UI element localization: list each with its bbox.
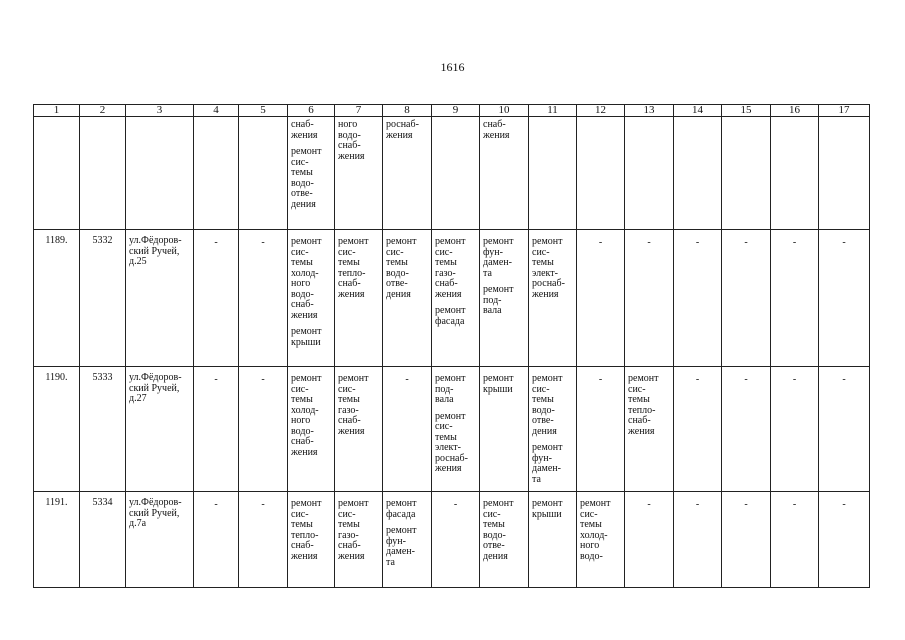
- text-line: снаб-: [338, 278, 361, 289]
- text-line: вала: [435, 394, 454, 405]
- text-line: жения: [338, 425, 365, 437]
- table-cell: [239, 117, 288, 230]
- column-header: 10: [480, 105, 529, 117]
- work-cell: [480, 492, 529, 588]
- text-line: ремонт: [291, 326, 322, 337]
- text-line: темы: [291, 167, 313, 178]
- address-line: д.25: [129, 256, 147, 267]
- text-line: ремонт: [483, 236, 514, 247]
- work-item: [338, 499, 380, 562]
- object-code: 5334: [92, 497, 113, 508]
- text-line: жения: [628, 425, 655, 437]
- text-line: ремонт: [435, 410, 466, 422]
- empty-value-cell: [674, 230, 722, 367]
- text-line: жения: [291, 550, 318, 562]
- dash: -: [792, 499, 797, 510]
- work-cell: [480, 230, 529, 367]
- work-cell: [335, 367, 383, 492]
- empty-value-cell: [674, 367, 722, 492]
- text-line: сис-: [435, 421, 453, 432]
- dash: -: [598, 237, 603, 248]
- page-number: 1616: [440, 60, 465, 74]
- text-line: крыши: [532, 508, 562, 520]
- work-item: [532, 237, 574, 300]
- dash: -: [453, 499, 458, 510]
- text-line: та: [483, 267, 492, 279]
- empty-value-cell: [819, 230, 870, 367]
- work-cell: [335, 492, 383, 588]
- row-number: 1191.: [45, 497, 68, 508]
- address-line: ул.Фёдоров-: [129, 235, 182, 246]
- table-cell: [577, 117, 625, 230]
- text-line: фун-: [386, 535, 406, 547]
- text-line: сис-: [580, 508, 598, 520]
- empty-value-cell: [674, 492, 722, 588]
- column-header: 2: [80, 105, 126, 117]
- text-line: темы: [580, 519, 602, 530]
- text-line: темы: [338, 257, 360, 268]
- text-line: ремонт: [338, 373, 369, 384]
- empty-value-cell: [625, 230, 674, 367]
- work-item: [580, 499, 622, 562]
- table-cell: [722, 117, 771, 230]
- text-line: холод-: [291, 267, 319, 279]
- dash: -: [744, 374, 748, 385]
- text-line: сис-: [386, 246, 404, 258]
- work-item: [386, 120, 429, 141]
- empty-value-cell: [819, 367, 870, 492]
- text-line: газо-: [338, 529, 359, 541]
- column-header: 17: [819, 105, 870, 117]
- address-line: ский Ручей,: [129, 245, 180, 257]
- text-line: водо-: [338, 129, 361, 141]
- text-line: темы: [338, 519, 360, 530]
- table-cell: [771, 117, 819, 230]
- text-line: сис-: [291, 246, 309, 258]
- text-line: сис-: [291, 156, 309, 168]
- column-header: 14: [674, 105, 722, 117]
- work-item: [338, 374, 380, 437]
- text-line: ремонт: [338, 498, 369, 509]
- dash: -: [598, 374, 603, 385]
- text-line: дения: [532, 425, 557, 437]
- text-line: водо-: [483, 529, 506, 541]
- text-line: темы: [291, 519, 313, 530]
- row-number: 1190.: [45, 372, 68, 383]
- text-line: ремонт: [291, 146, 322, 157]
- text-line: снаб-: [291, 436, 314, 447]
- dash: -: [647, 237, 651, 248]
- work-cell: [529, 367, 577, 492]
- text-line: ремонт: [386, 525, 417, 536]
- empty-value-cell: [771, 367, 819, 492]
- text-line: ремонт: [291, 373, 322, 384]
- text-line: роснаб-: [386, 119, 419, 130]
- text-line: под-: [483, 294, 502, 306]
- text-line: жения: [338, 550, 365, 562]
- column-header: 3: [126, 105, 194, 117]
- empty-value-cell: [577, 230, 625, 367]
- dash: -: [792, 374, 797, 385]
- text-line: сис-: [338, 383, 356, 395]
- text-line: темы: [628, 394, 650, 405]
- dash: -: [842, 499, 846, 510]
- work-cell: [288, 230, 335, 367]
- text-line: темы: [386, 257, 408, 268]
- address-line: ул.Фёдоров-: [129, 497, 182, 508]
- column-number-row: [34, 105, 870, 117]
- table-cell: [383, 117, 432, 230]
- dash: -: [405, 374, 409, 385]
- text-line: водо-: [532, 404, 555, 416]
- table-cell: [80, 117, 126, 230]
- work-item: [386, 526, 429, 568]
- dash: -: [214, 237, 218, 248]
- work-item: [435, 306, 477, 327]
- empty-value-cell: [239, 492, 288, 588]
- row-number-cell: [34, 492, 80, 588]
- text-line: элект-: [532, 267, 558, 279]
- empty-value-cell: [722, 230, 771, 367]
- text-line: снаб-: [291, 299, 314, 310]
- continuation-row: [34, 117, 870, 230]
- work-item: [338, 237, 380, 300]
- address-line: д.7а: [129, 518, 147, 529]
- work-item: [483, 374, 526, 395]
- text-line: ремонт: [435, 373, 466, 384]
- text-line: водо-: [291, 288, 314, 300]
- work-cell: [383, 230, 432, 367]
- dash: -: [695, 499, 700, 510]
- work-cell: [480, 367, 529, 492]
- empty-value-cell: [771, 492, 819, 588]
- table-cell: [625, 117, 674, 230]
- work-item: [386, 499, 429, 520]
- text-line: жения: [435, 288, 462, 300]
- dash: -: [214, 499, 218, 510]
- work-cell: [577, 492, 625, 588]
- work-item: [435, 237, 477, 300]
- table-cell: [126, 117, 194, 230]
- text-line: сис-: [291, 508, 309, 520]
- work-item: [291, 237, 332, 321]
- work-item: [483, 499, 526, 562]
- column-header: 8: [383, 105, 432, 117]
- empty-value-cell: [239, 230, 288, 367]
- text-line: жения: [338, 288, 365, 300]
- text-line: тепло-: [291, 529, 319, 541]
- address-line: д.27: [129, 393, 147, 404]
- text-line: дения: [291, 198, 316, 210]
- text-line: жения: [386, 129, 413, 141]
- address-line: ский Ручей,: [129, 507, 180, 519]
- text-line: отве-: [483, 540, 505, 551]
- text-line: темы: [532, 257, 554, 268]
- text-line: жения: [435, 463, 462, 474]
- address-line: ул.Фёдоров-: [129, 372, 182, 383]
- dash: -: [842, 237, 846, 248]
- object-code: 5332: [92, 235, 113, 246]
- column-header: 4: [194, 105, 239, 117]
- empty-value-cell: [194, 230, 239, 367]
- work-cell: [432, 230, 480, 367]
- text-line: жения: [291, 309, 318, 321]
- table-cell: [529, 117, 577, 230]
- text-line: жения: [532, 288, 559, 300]
- empty-value-cell: [194, 492, 239, 588]
- text-line: крыши: [483, 383, 513, 395]
- text-line: ного: [580, 540, 600, 551]
- object-code-cell: [80, 492, 126, 588]
- empty-value-cell: [722, 367, 771, 492]
- text-line: ремонт: [386, 498, 417, 509]
- row-number-cell: [34, 230, 80, 367]
- column-header: 11: [529, 105, 577, 117]
- text-line: темы: [291, 394, 313, 405]
- address-line: ский Ручей,: [129, 382, 180, 394]
- text-line: роснаб-: [435, 452, 468, 464]
- empty-value-cell: [625, 492, 674, 588]
- address-cell: [126, 492, 194, 588]
- dash: -: [261, 374, 265, 385]
- address-cell: [126, 230, 194, 367]
- text-line: сис-: [435, 246, 453, 258]
- work-item: [291, 120, 332, 141]
- dash: -: [261, 499, 265, 510]
- text-line: темы: [532, 394, 554, 405]
- text-line: фасада: [386, 508, 416, 520]
- text-line: сис-: [532, 246, 550, 258]
- column-header: 1: [34, 105, 80, 117]
- text-line: снаб-: [483, 119, 506, 130]
- text-line: отве-: [291, 188, 313, 199]
- text-line: ремонт: [628, 373, 659, 384]
- text-line: темы: [291, 257, 313, 268]
- text-line: дамен-: [483, 257, 512, 268]
- work-item: [628, 374, 671, 437]
- text-line: темы: [435, 431, 457, 443]
- text-line: сис-: [291, 383, 309, 395]
- empty-value-cell: [577, 367, 625, 492]
- dash: -: [261, 237, 265, 248]
- table-row: [34, 367, 870, 492]
- text-line: роснаб-: [532, 278, 565, 289]
- empty-value-cell: [194, 367, 239, 492]
- dash: -: [744, 237, 748, 248]
- text-line: ремонт: [532, 498, 563, 509]
- column-header: 9: [432, 105, 480, 117]
- text-line: дамен-: [386, 546, 415, 557]
- text-line: снаб-: [338, 140, 361, 151]
- text-line: крыши: [291, 336, 321, 348]
- row-number-cell: [34, 367, 80, 492]
- object-code-cell: [80, 230, 126, 367]
- empty-value-cell: [383, 367, 432, 492]
- dash: -: [695, 237, 700, 248]
- work-item: [386, 237, 429, 300]
- text-line: дамен-: [532, 463, 561, 474]
- text-line: ремонт: [386, 236, 417, 247]
- table-cell: [194, 117, 239, 230]
- text-line: та: [386, 556, 395, 568]
- column-header: 16: [771, 105, 819, 117]
- work-cell: [288, 492, 335, 588]
- text-line: ремонт: [435, 236, 466, 247]
- text-line: фун-: [483, 246, 503, 258]
- object-code-cell: [80, 367, 126, 492]
- text-line: жения: [291, 129, 318, 141]
- text-line: тепло-: [628, 404, 656, 416]
- work-item: [291, 374, 332, 458]
- text-line: под-: [435, 383, 454, 395]
- column-header: 7: [335, 105, 383, 117]
- text-line: отве-: [532, 415, 554, 426]
- text-line: снаб-: [338, 415, 361, 426]
- text-line: та: [532, 473, 541, 485]
- text-line: ремонт: [532, 442, 563, 453]
- empty-value-cell: [819, 492, 870, 588]
- text-line: отве-: [386, 278, 408, 289]
- text-line: жения: [483, 129, 510, 141]
- text-line: ремонт: [291, 236, 322, 247]
- text-line: газо-: [338, 404, 359, 416]
- table-cell: [674, 117, 722, 230]
- text-line: ремонт: [532, 373, 563, 384]
- work-item: [435, 412, 477, 475]
- row-number: 1189.: [45, 235, 68, 246]
- address-cell: [126, 367, 194, 492]
- text-line: фун-: [532, 452, 552, 464]
- text-line: темы: [483, 519, 505, 530]
- text-line: холод-: [580, 529, 608, 541]
- text-line: ремонт: [483, 284, 514, 295]
- work-cell: [288, 367, 335, 492]
- column-header: 6: [288, 105, 335, 117]
- work-item: [435, 374, 477, 406]
- text-line: вала: [483, 305, 502, 316]
- text-line: сис-: [628, 383, 646, 395]
- text-line: темы: [435, 257, 457, 268]
- text-line: ремонт: [483, 498, 514, 509]
- work-cell: [335, 230, 383, 367]
- dash: -: [695, 374, 700, 385]
- column-header: 13: [625, 105, 674, 117]
- text-line: жения: [291, 446, 318, 458]
- text-line: сис-: [338, 508, 356, 520]
- text-line: ного: [291, 278, 311, 289]
- text-line: сис-: [532, 383, 550, 395]
- dash: -: [647, 499, 651, 510]
- text-line: фасада: [435, 315, 465, 327]
- text-line: ремонт: [291, 498, 322, 509]
- dash: -: [744, 499, 748, 510]
- object-code: 5333: [92, 372, 113, 383]
- text-line: дения: [483, 550, 508, 562]
- column-header: 12: [577, 105, 625, 117]
- text-line: снаб-: [628, 415, 651, 426]
- table-cell: [480, 117, 529, 230]
- work-item: [291, 327, 332, 348]
- text-line: ремонт: [435, 305, 466, 316]
- work-item: [291, 147, 332, 210]
- text-line: снаб-: [291, 540, 314, 551]
- text-line: газо-: [435, 267, 456, 279]
- table-cell: [34, 117, 80, 230]
- work-item: [532, 443, 574, 485]
- text-line: ного: [338, 119, 358, 130]
- dash: -: [792, 237, 797, 248]
- text-line: холод-: [291, 404, 319, 416]
- work-cell: [432, 367, 480, 492]
- table-row: [34, 230, 870, 367]
- text-line: снаб-: [338, 540, 361, 551]
- text-line: ремонт: [338, 236, 369, 247]
- work-item: [532, 499, 574, 520]
- text-line: ремонт: [483, 373, 514, 384]
- text-line: снаб-: [435, 278, 458, 289]
- text-line: темы: [338, 394, 360, 405]
- table-cell: [432, 117, 480, 230]
- empty-value-cell: [722, 492, 771, 588]
- empty-value-cell: [432, 492, 480, 588]
- text-line: водо-: [291, 425, 314, 437]
- table-row: [34, 492, 870, 588]
- dash: -: [214, 374, 218, 385]
- repair-schedule-table: [33, 104, 870, 588]
- table-cell: [819, 117, 870, 230]
- text-line: ремонт: [580, 498, 611, 509]
- text-line: водо-: [291, 177, 314, 189]
- work-item: [483, 237, 526, 279]
- work-item: [532, 374, 574, 437]
- text-line: сис-: [483, 508, 501, 520]
- work-item: [483, 120, 526, 141]
- work-item: [483, 285, 526, 317]
- text-line: сис-: [338, 246, 356, 258]
- text-line: дения: [386, 288, 411, 300]
- text-line: жения: [338, 150, 365, 162]
- work-item: [338, 120, 380, 162]
- work-cell: [383, 492, 432, 588]
- text-line: ремонт: [532, 236, 563, 247]
- table-cell: [335, 117, 383, 230]
- text-line: водо-: [386, 267, 409, 279]
- text-line: элект-: [435, 442, 461, 453]
- text-line: снаб-: [291, 119, 314, 130]
- table-cell: [288, 117, 335, 230]
- column-header: 5: [239, 105, 288, 117]
- work-cell: [529, 492, 577, 588]
- dash: -: [842, 374, 846, 385]
- text-line: тепло-: [338, 267, 366, 279]
- work-item: [291, 499, 332, 562]
- column-header: 15: [722, 105, 771, 117]
- text-line: ного: [291, 415, 311, 426]
- work-cell: [625, 367, 674, 492]
- work-cell: [529, 230, 577, 367]
- empty-value-cell: [771, 230, 819, 367]
- empty-value-cell: [239, 367, 288, 492]
- text-line: водо-: [580, 550, 603, 562]
